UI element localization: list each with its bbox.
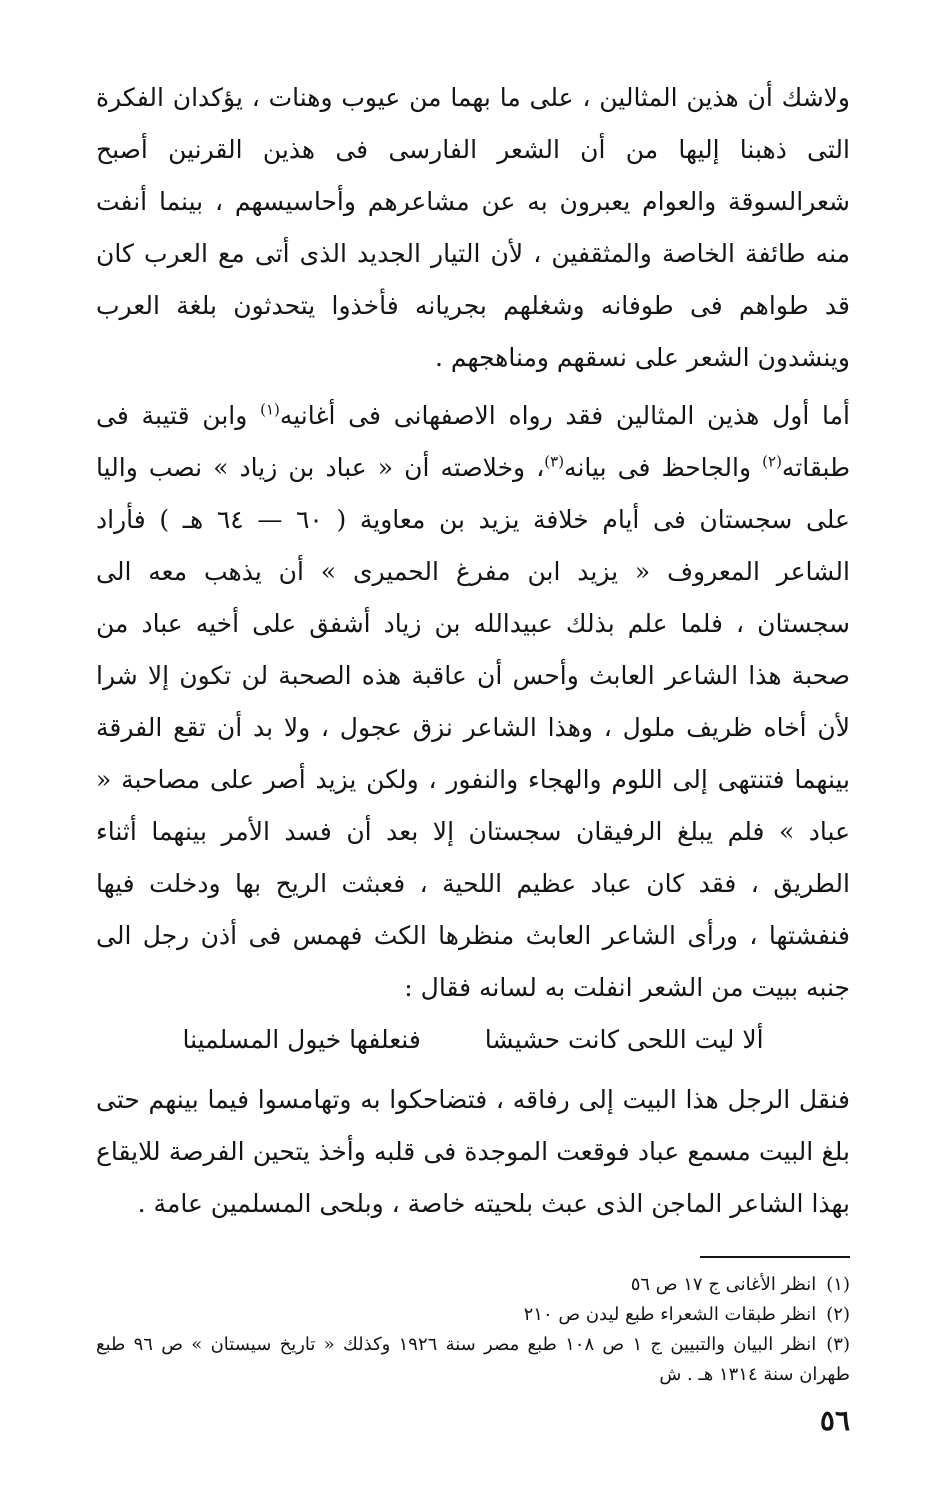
- footnote-2: [96, 1300, 850, 1330]
- footnote-text: انظر البيان والتبيين ج ١ ص ١٠٨ طبع مصر سنة ١٩٢٦ وكذلك « تاريخ سيستان » ص ٩٦ طبع طهران سنة ١٣١٤ هـ . ش: [96, 1334, 850, 1385]
- poem-verse: [96, 1014, 850, 1066]
- page-number: ٥٦: [819, 1404, 850, 1437]
- paragraph-3: فنقل الرجل هذا البيت إلى رفاقه ، فتضاحكوا به وتهامسوا فيما بينهم حتى بلغ البيت مسمع عباد فوقعت الموجدة فى قلبه وأخذ يتحين الفرصة للايقاع بهذا الشاعر الماجن الذى عبث بلحيته خاصة ، وبلحى المسلمين عامة .: [96, 1085, 850, 1218]
- paragraph-2: [96, 390, 850, 1014]
- footnote-ref-3: (٣): [544, 452, 565, 471]
- footnote-3: [96, 1330, 850, 1390]
- footnotes: [96, 1270, 850, 1390]
- paragraph-2-part-4: ، وخلاصته أن « عباد بن زياد » نصب واليا على سجستان فى أيام خلافة يزيد بن معاوية ( ٦٠ — ٦٤ هـ ) فأراد الشاعر المعروف « يزيد ابن مفرغ الحميرى » أن يذهب معه الى سجستان ، فلما علم بذلك عبيدالله بن زياد أشفق على أخيه عباد من صحبة هذا الشاعر العابث وأحس أن عاقبة هذه الصحبة لن تكون إلا شرا لأن أخاه ظريف ملول ، وهذا الشاعر نزق عجول ، ولا بد أن تقع الفرقة بينهما فتنتهى إلى اللوم والهجاء والنفور ، ولكن يزيد أصر على مصاحبة « عباد » فلم يبلغ الرفيقان سجستان إلا بعد أن فسد الأمر بينهما أثناء الطريق ، فقد كان عباد عظيم اللحية ، فعبثت الريح بها ودخلت فيها فنفشتها ، ورأى الشاعر العابث منظرها الكث فهمس فى أذن رجل الى جنبه ببيت من الشعر انفلت به لسانه فقال :: [96, 453, 850, 1002]
- footnote-ref-1: (١): [260, 400, 280, 419]
- footnote-text: انظر الأغانى ج ١٧ ص ٥٦: [630, 1274, 817, 1295]
- paragraph-2-part-1: أما أول هذين المثالين فقد رواه الاصفهانى فى أغانيه: [279, 401, 850, 430]
- footnote-number: (٢): [826, 1304, 850, 1325]
- footnote-text: انظر طبقات الشعراء طبع ليدن ص ٢١٠: [523, 1304, 817, 1325]
- verse-hemistich-1: ألا ليت اللحى كانت حشيشا: [484, 1025, 764, 1054]
- footnote-ref-2: (٢): [762, 452, 782, 471]
- footnote-number: (١): [826, 1274, 850, 1295]
- footnote-number: (٣): [826, 1334, 850, 1355]
- paragraph-2-part-3: والجاحظ فى بيانه: [564, 453, 763, 482]
- paragraph-2-part-2: وابن قتيبة فى طبقاته: [96, 401, 850, 482]
- footnote-1: [96, 1270, 850, 1300]
- verse-hemistich-2: فنعلفها خيول المسلمينا: [182, 1025, 421, 1054]
- footnote-divider: [700, 1256, 850, 1258]
- paragraph-1: ولاشك أن هذين المثالين ، على ما بهما من عيوب وهنات ، يؤكدان الفكرة التى ذهبنا إليها من أن الشعر الفارسى فى هذين القرنين أصبح شعرالسوقة والعوام يعبرون به عن مشاعرهم وأحاسيسهم ، بينما أنفت منه طائفة الخاصة والمثقفين ، لأن التيار الجديد الذى أتى مع العرب كان قد طواهم فى طوفانه وشغلهم بجريانه فأخذوا يتحدثون بلغة العرب وينشدون الشعر على نسقهم ومناهجهم .: [96, 83, 850, 372]
